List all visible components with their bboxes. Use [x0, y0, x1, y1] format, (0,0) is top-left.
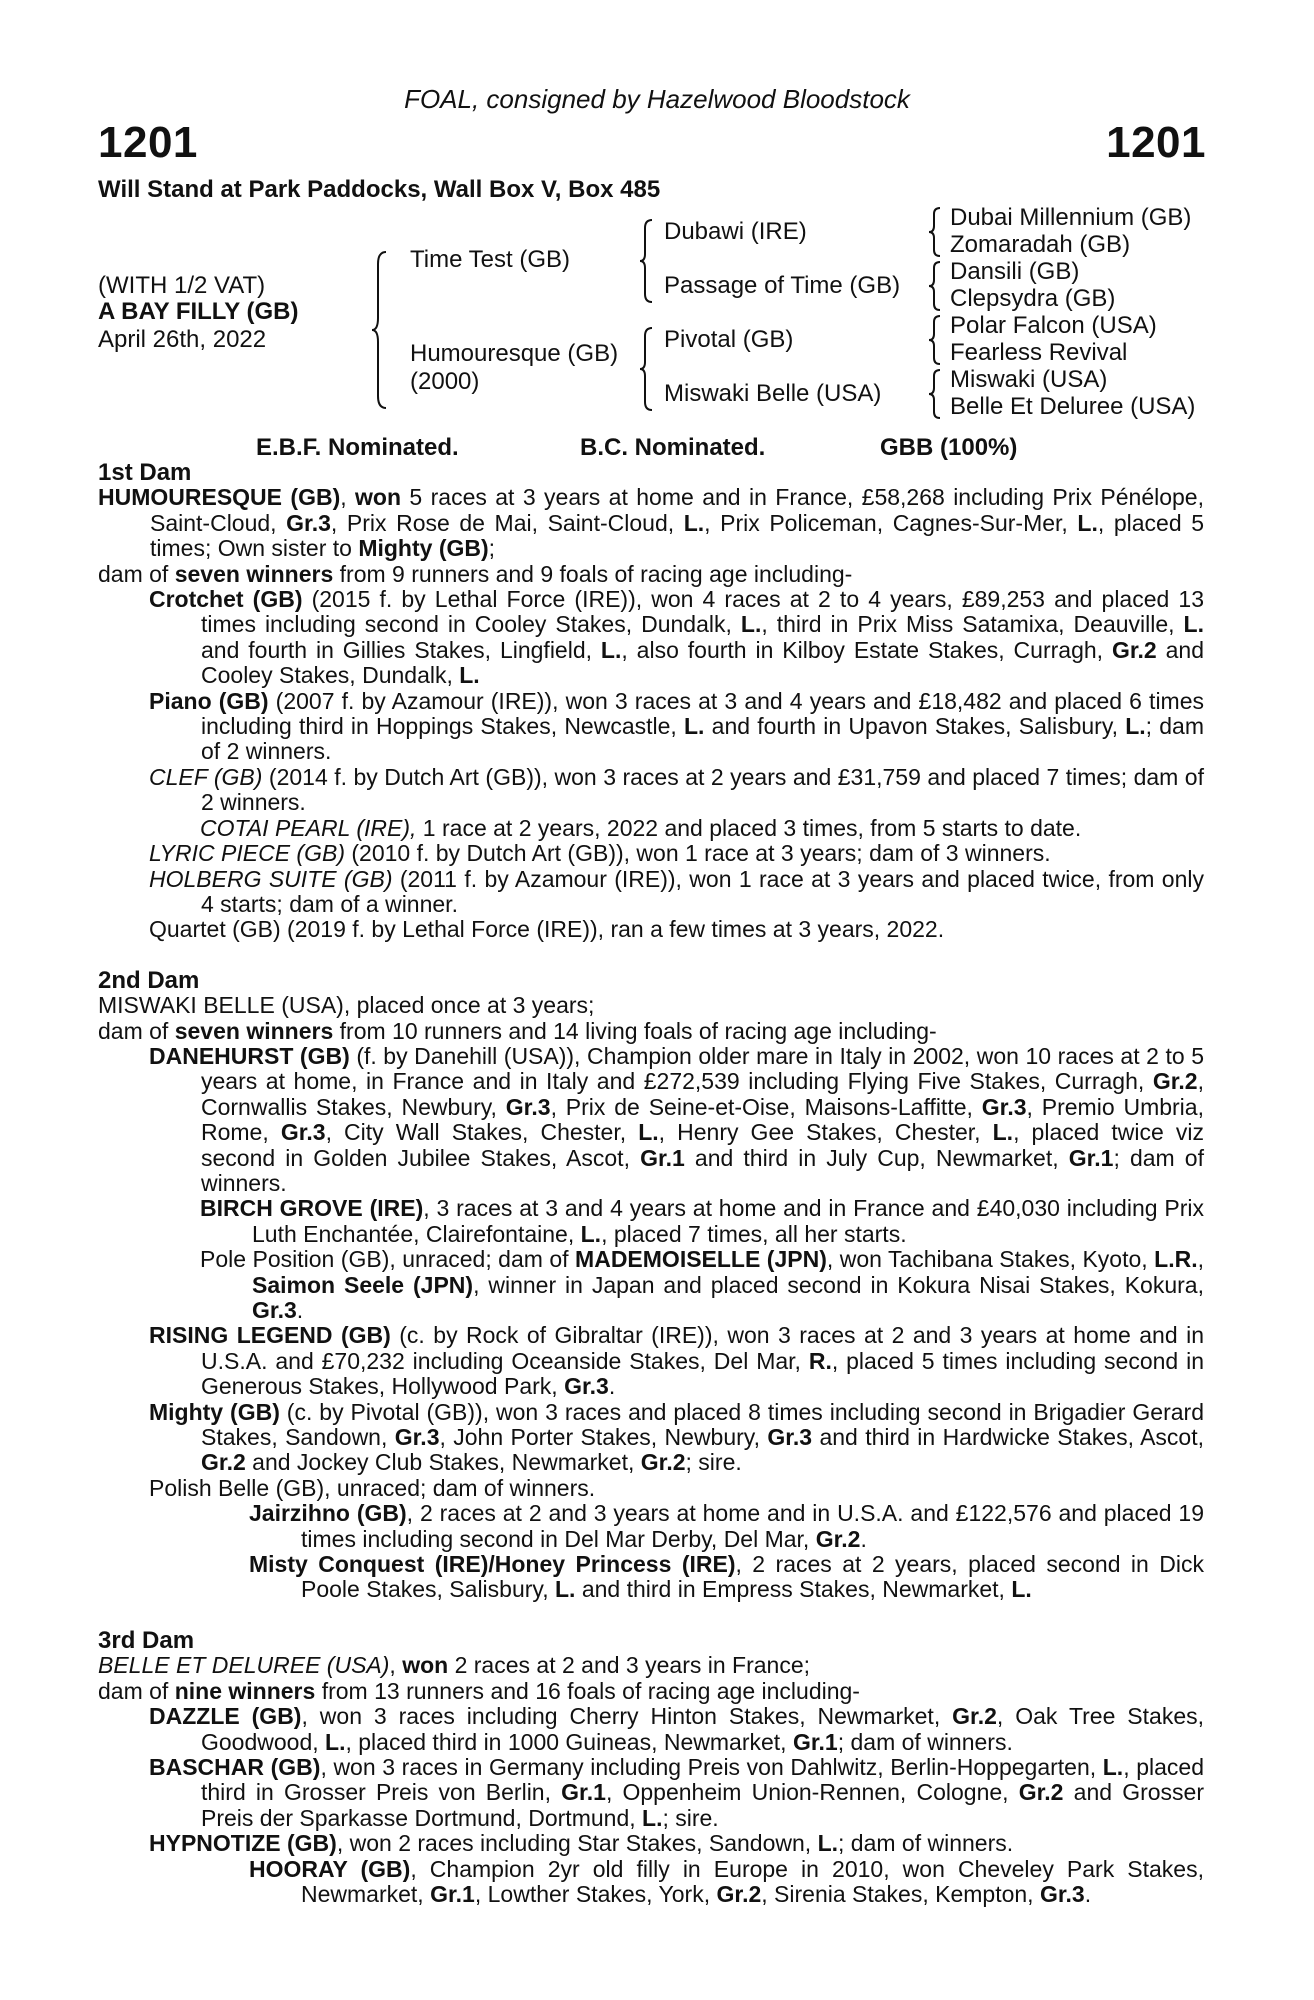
brace-gen1 — [370, 250, 390, 410]
gbb-rating: GBB (100%) — [880, 434, 1018, 461]
sire-name: Time Test (GB) — [410, 246, 571, 273]
first-dam-record: HUMOURESQUE (GB), won 5 races at 3 years at home and in France, £58,268 including Prix Pénélope, Saint-Cloud, Gr.3, Prix Rose de Mai, Saint-Cloud, L., Prix Policeman, Cagnes-Sur-Mer, L., placed 5 times; Own sister to Mighty (GB); — [98, 484, 1204, 562]
vat-note: (WITH 1/2 VAT) — [98, 272, 266, 299]
gen4-4: Clepsydra (GB) — [950, 285, 1116, 312]
produce-danehurst: DANEHURST (GB) (f. by Danehill (USA)), Champion older mare in Italy in 2002, won 10 races at 2 to 5 years at home, in France and in Italy and £272,539 including Flying Five Stakes, Curragh, Gr.2, Cornwallis Stakes, Newbury, Gr.3, Prix de Seine-et-Oise, Maisons-Laffitte, Gr.3, Premio Umbria, Rome, Gr.3, City Wall Stakes, Chester, L., Henry Gee Stakes, Chester, L., placed twice viz second in Golden Jubilee Stakes, Ascot, Gr.1 and third in July Cup, Newmarket, Gr.1; dam of winners. — [149, 1042, 1204, 1196]
produce-rising-legend: RISING LEGEND (GB) (c. by Rock of Gibraltar (IRE)), won 3 races at 2 and 3 years at home and in U.S.A. and £70,232 including Oceanside Stakes, Del Mar, R., placed 5 times including second in Generous Stakes, Hollywood Park, Gr.3. — [149, 1322, 1204, 1400]
gen4-8: Belle Et Deluree (USA) — [950, 393, 1196, 420]
produce-quartet: Quartet (GB) (2019 f. by Lethal Force (IRE)), ran a few times at 3 years, 2022. — [149, 916, 945, 943]
produce-crotchet: Crotchet (GB) (2015 f. by Lethal Force (IRE)), won 4 races at 2 to 4 years, £89,253 and placed 13 times including second in Cooley Stakes, Dundalk, L., third in Prix Miss Satamixa, Deauville, L. and fourth in Gillies Stakes, Lingfield, L., also fourth in Kilboy Estate Stakes, Curragh, Gr.2 and Cooley Stakes, Dundalk, L. — [149, 586, 1204, 689]
gen4-2: Zomaradah (GB) — [950, 231, 1131, 258]
produce-baschar: BASCHAR (GB), won 3 races in Germany including Preis von Dahlwitz, Berlin-Hoppegarten, L., placed third in Grosser Preis von Berlin, Gr.1, Oppenheim Union-Rennen, Cologne, Gr.2 and Grosser Preis der Sparkasse Dortmund, Dortmund, L.; sire. — [149, 1753, 1205, 1831]
produce-piano: Piano (GB) (2007 f. by Azamour (IRE)), won 3 races at 3 and 4 years and £18,482 and placed 6 times including third in Hoppings Stakes, Newcastle, L. and fourth in Upavon Stakes, Salisbury, L.; dam of 2 winners. — [149, 687, 1205, 765]
dam-sire: Pivotal (GB) — [664, 326, 794, 353]
produce-polish-belle: Polish Belle (GB), unraced; dam of winners. — [149, 1474, 596, 1501]
produce-lyric-piece: LYRIC PIECE (GB) (2010 f. by Dutch Art (GB)), won 1 race at 3 years; dam of 3 winners. — [149, 840, 1051, 867]
third-dam-heading: 3rd Dam — [98, 1626, 195, 1654]
gen4-3: Dansili (GB) — [950, 258, 1080, 285]
gen4-1: Dubai Millennium (GB) — [950, 204, 1192, 231]
brace-gen3-4 — [928, 368, 942, 420]
third-dam-produce-summary: dam of nine winners from 13 runners and 16 foals of racing age including- — [98, 1677, 860, 1704]
stabling-line: Will Stand at Park Paddocks, Wall Box V, Box 485 — [98, 176, 661, 203]
sire-sire: Dubawi (IRE) — [664, 218, 807, 245]
first-dam-heading: 1st Dam — [98, 459, 192, 486]
second-dam-record: MISWAKI BELLE (USA), placed once at 3 years; — [98, 992, 595, 1019]
produce-jairzihno: Jairzihno (GB), 2 races at 2 and 3 years at home and in U.S.A. and £122,576 and placed 19 times including second in Del Mar Derby, Del Mar, Gr.2. — [249, 1500, 1204, 1552]
brace-gen3-3 — [928, 314, 942, 366]
sire-dam: Passage of Time (GB) — [664, 272, 901, 299]
third-dam-record: BELLE ET DELUREE (USA), won 2 races at 2 and 3 years in France; — [98, 1652, 811, 1679]
produce-birch-grove: BIRCH GROVE (IRE), 3 races at 3 and 4 years at home and in France and £40,030 including Prix Luth Enchantée, Clairefontaine, L., placed 7 times, all her starts. — [200, 1195, 1204, 1247]
dam-name: Humouresque (GB) — [410, 340, 619, 367]
bc-nomination: B.C. Nominated. — [580, 434, 766, 461]
brace-gen2-top — [638, 218, 656, 304]
consignor-line: FOAL, consigned by Hazelwood Bloodstock — [404, 84, 910, 114]
gen4-6: Fearless Revival — [950, 339, 1128, 366]
gen4-5: Polar Falcon (USA) — [950, 312, 1157, 339]
produce-misty-conquest: Misty Conquest (IRE)/Honey Princess (IRE), 2 races at 2 years, placed second in Dick Poole Stakes, Salisbury, L. and third in Empress Stakes, Newmarket, L. — [249, 1551, 1204, 1603]
produce-pole-position: Pole Position (GB), unraced; dam of MADEMOISELLE (JPN), won Tachibana Stakes, Kyoto, L.R., Saimon Seele (JPN), winner in Japan and placed second in Kokura Nisai Stakes, Kokura, Gr.3. — [200, 1246, 1204, 1323]
first-dam-produce-summary: dam of seven winners from 9 runners and 9 foals of racing age including- — [98, 560, 853, 587]
dam-year: (2000) — [410, 368, 480, 395]
lot-number-right: 1201 — [1106, 118, 1206, 167]
produce-holberg-suite: HOLBERG SUITE (GB) (2011 f. by Azamour (IRE)), won 1 race at 3 years and placed twice, from only 4 starts; dam of a winner. — [149, 865, 1204, 917]
catalogue-body — [98, 460, 1204, 1907]
produce-hypnotize: HYPNOTIZE (GB), won 2 races including Star Stakes, Sandown, L.; dam of winners. — [149, 1830, 1014, 1857]
lot-name: A BAY FILLY (GB) — [98, 298, 299, 325]
brace-gen2-bottom — [638, 326, 656, 412]
brace-gen3-1 — [928, 206, 942, 258]
produce-dazzle: DAZZLE (GB), won 3 races including Cherry Hinton Stakes, Newmarket, Gr.2, Oak Tree Stakes, Goodwood, L., placed third in 1000 Guineas, Newmarket, Gr.1; dam of winners. — [149, 1703, 1205, 1755]
second-dam-produce-summary: dam of seven winners from 10 runners and 14 living foals of racing age including- — [98, 1017, 937, 1044]
lot-number-left: 1201 — [98, 118, 198, 167]
foaling-date: April 26th, 2022 — [98, 326, 267, 353]
brace-gen3-2 — [928, 260, 942, 312]
gen4-7: Miswaki (USA) — [950, 366, 1108, 393]
ebf-nomination: E.B.F. Nominated. — [256, 434, 459, 461]
produce-clef: CLEF (GB) (2014 f. by Dutch Art (GB)), won 3 races at 2 years and £31,759 and placed 7 times; dam of 2 winners. — [149, 763, 1204, 816]
second-dam-heading: 2nd Dam — [98, 966, 200, 994]
produce-cotai-pearl: COTAI PEARL (IRE), 1 race at 2 years, 2022 and placed 3 times, from 5 starts to date. — [200, 814, 1082, 841]
produce-hooray: HOORAY (GB), Champion 2yr old filly in Europe in 2010, won Cheveley Park Stakes, Newmarket, Gr.1, Lowther Stakes, York, Gr.2, Sirenia Stakes, Kempton, Gr.3. — [249, 1855, 1204, 1907]
dam-dam: Miswaki Belle (USA) — [664, 380, 882, 407]
produce-mighty: Mighty (GB) (c. by Pivotal (GB)), won 3 races and placed 8 times including second in Brigadier Gerard Stakes, Sandown, Gr.3, John Porter Stakes, Newbury, Gr.3 and third in Hardwicke Stakes, Ascot, Gr.2 and Jockey Club Stakes, Newmarket, Gr.2; sire. — [149, 1398, 1204, 1476]
